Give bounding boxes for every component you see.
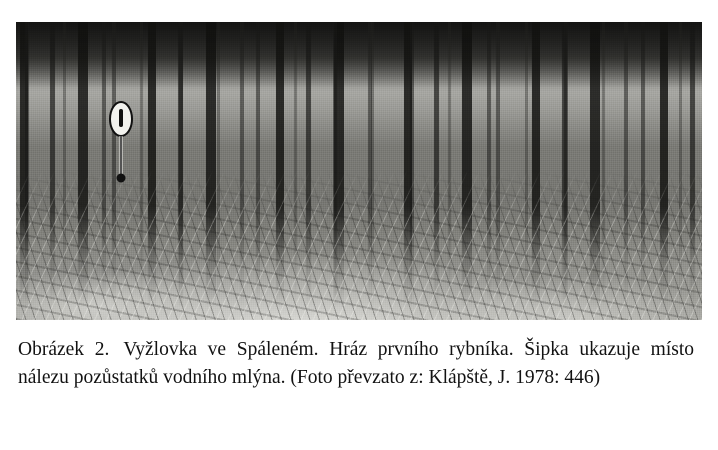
caption-label: Obrázek 2. <box>18 339 110 360</box>
figure-caption <box>18 336 694 392</box>
caption-line-1: Vyžlovka ve Spáleném. Hráz prvního rybníka. Šipka ukazuje <box>123 339 640 360</box>
figure-photograph <box>16 22 702 320</box>
arrow-marker-icon <box>104 100 138 190</box>
caption-line-3: 1978: 446) <box>515 367 601 388</box>
caption-line-2: místo nálezu pozůstatků vodního mlýna. (Foto převzato z: Klápště, J. <box>18 339 695 388</box>
